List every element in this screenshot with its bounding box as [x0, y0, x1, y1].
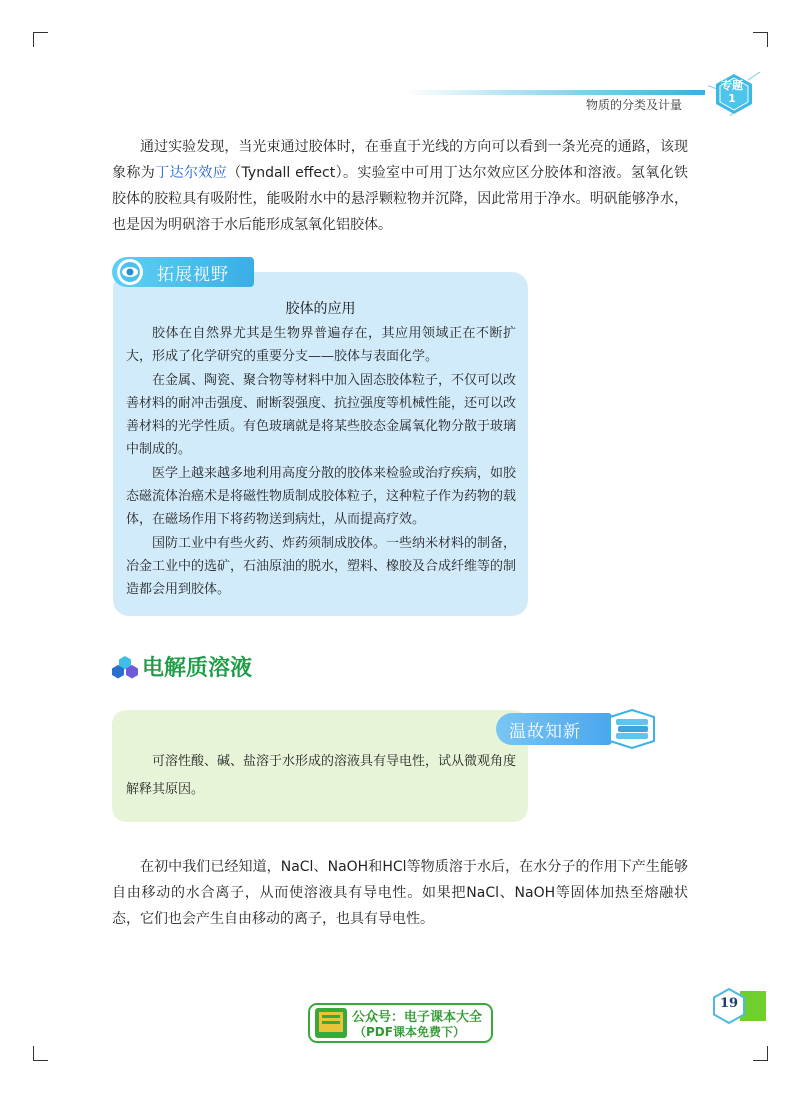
chapter-subtitle: 物质的分类及计量 [586, 98, 683, 112]
watermark-line2: （PDF课本免费下） [354, 1025, 465, 1039]
intro-paragraph [112, 134, 688, 238]
watermark-line1: 公众号：电子课本大全 [352, 1010, 483, 1025]
section-title: 电解质溶液 [142, 656, 253, 681]
extended-view-body [126, 322, 516, 602]
crop-mark-bottom-right [753, 1046, 768, 1061]
eye-icon [113, 258, 147, 286]
header-rule [405, 90, 705, 95]
books-icon [606, 709, 658, 749]
review-body [126, 748, 516, 804]
intro-text-1: 通过实验发现，当光束通过胶体时，在垂直于光线的方向可以看到一条光亮的通路，该现象称为 [112, 139, 688, 181]
crop-mark-top-left [33, 32, 48, 47]
closing-paragraph [112, 854, 688, 932]
extended-view-paragraph: 国防工业中有些火药、炸药须制成胶体。一些纳米材料的制备，冶金工业中的选矿，石油原油的脱水，塑料、橡胶及合成纤维等的制造都会用到胶体。 [126, 535, 517, 598]
extended-view-paragraph: 在金属、陶瓷、聚合物等材料中加入固态胶体粒子，不仅可以改善材料的耐冲击强度、耐断裂强度、抗拉强度等机械性能，还可以改善材料的光学性质。有色玻璃就是将某些胶态金属氧化物分散于玻璃中制成的。 [126, 372, 517, 458]
crop-mark-bottom-left [33, 1046, 48, 1061]
page-number: 19 [719, 996, 739, 1011]
topic-badge-line1: 专题 [721, 79, 743, 92]
extended-view-title: 胶体的应用 [285, 301, 356, 317]
review-label: 温故知新 [509, 722, 581, 742]
crop-mark-top-right [753, 32, 768, 47]
extended-view-paragraph: 医学上越来越多地利用高度分散的胶体来检验或治疗疾病，如胶态磁流体治癌术是将磁性物质制成胶体粒子，这种粒子作为药物的载体，在磁场作用下将药物送到病灶，从而提高疗效。 [126, 465, 517, 528]
intro-text-2: （Tyndall effect）。实验室中可用丁达尔效应区分胶体和溶液。氢氧化铁胶体的胶粒具有吸附性，能吸附水中的悬浮颗粒物并沉降，因此常用于净水。明矾能够净水，也是因为明矾溶于水后能形成氢氧化铝胶体。 [112, 165, 689, 233]
closing-text: 在初中我们已经知道，NaCl、NaOH和HCl等物质溶于水后，在水分子的作用下产生能够自由移动的水合离子，从而使溶液具有导电性。如果把NaCl、NaOH等固体加热至熔融状态，它们也会产生自由移动的离子，也具有导电性。 [112, 859, 688, 927]
topic-badge-line2: 1 [728, 92, 736, 105]
extended-view-label: 拓展视野 [157, 265, 229, 285]
tyndall-term: 丁达尔效应 [155, 165, 228, 181]
extended-view-paragraph: 胶体在自然界尤其是生物界普遍存在，其应用领域正在不断扩大，形成了化学研究的重要分支——胶体与表面化学。 [126, 326, 516, 365]
topic-badge-label [712, 79, 752, 105]
cubes-icon [111, 655, 139, 679]
review-text: 可溶性酸、碱、盐溶于水形成的溶液具有导电性，试从微观角度解释其原因。 [126, 754, 517, 797]
